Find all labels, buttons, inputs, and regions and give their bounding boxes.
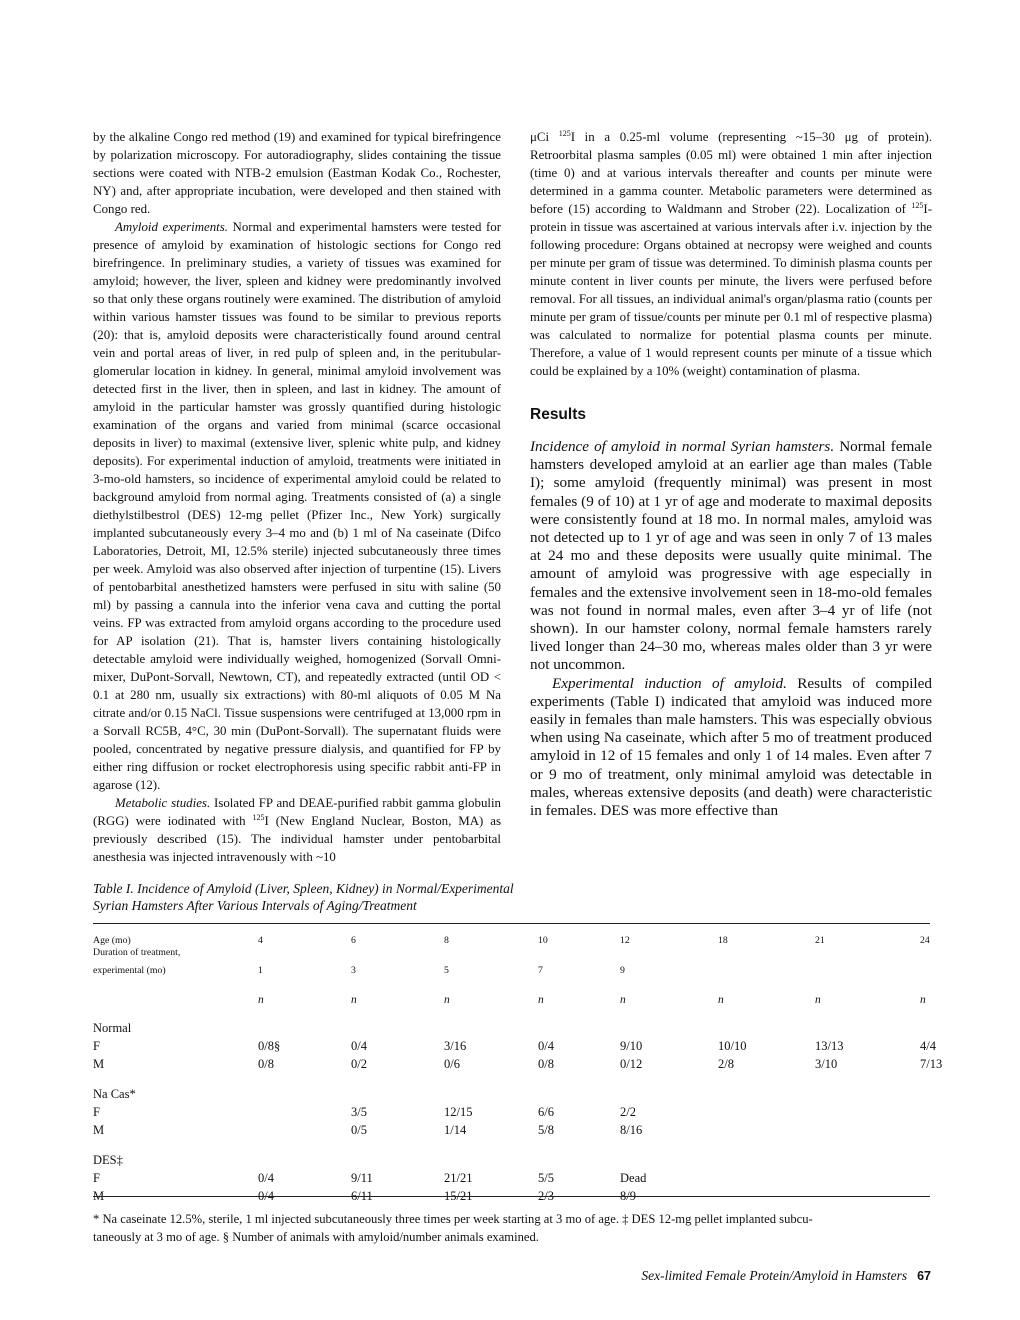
metabolic-continued-text-b: I in a 0.25-ml volume (representing ~15–30 μg of protein). Retroorbital plasma samples (0.05 ml) were obtained 1 min after injection (time 0) and at various intervals thereafter and counts per minute were determined in a gamma counter. Metabolic parameters were determined as before (15) according to Waldmann and Strober (22). Localization of <box>530 130 932 216</box>
n-row <box>93 976 930 1006</box>
age-header-cell: 21 <box>815 935 825 946</box>
table-row <box>93 1120 930 1138</box>
results-body <box>530 438 932 820</box>
table-cell: 5/5 <box>538 1171 554 1185</box>
incidence-paragraph <box>530 438 932 675</box>
metabolic-studies-heading: Metabolic studies. <box>115 796 211 810</box>
amyloid-experiments-heading: Amyloid experiments. <box>115 220 228 234</box>
table-cell <box>258 1102 351 1120</box>
table-cell: 0/4 <box>258 1171 274 1185</box>
sex-label: M <box>93 1123 105 1137</box>
n-header-cell: n <box>258 994 264 1006</box>
group-row <box>93 1006 930 1036</box>
duration-header-cell <box>718 958 815 976</box>
table-cell <box>920 1168 930 1186</box>
table-cell: 10/10 <box>718 1039 747 1053</box>
table-cell <box>718 1186 815 1204</box>
duration-header-cell <box>815 958 920 976</box>
table-cell: 0/4 <box>351 1039 367 1053</box>
table-caption-line-2: Syrian Hamsters After Various Intervals of Aging/Treatment <box>93 898 417 913</box>
n-header-cell: n <box>815 994 821 1006</box>
table-cell: 0/8§ <box>258 1039 281 1053</box>
running-title: Sex-limited Female Protein/Amyloid in Hamsters <box>641 1268 908 1283</box>
table-cell <box>258 1120 351 1138</box>
n-header-cell: n <box>444 994 450 1006</box>
group-name: Na Cas* <box>93 1087 136 1101</box>
age-header-cell: 10 <box>538 935 548 946</box>
metabolic-studies-text-a: Isolated FP and DEAE-purified rabbit gamma globulin (RGG) were iodinated with <box>93 796 502 828</box>
table-caption <box>93 880 613 914</box>
table-caption-line-1: Table I. Incidence of Amyloid (Liver, Spleen, Kidney) in Normal/Experimental <box>93 881 514 896</box>
table-cell: 3/16 <box>444 1039 467 1053</box>
results-heading: Results <box>530 406 586 423</box>
isotope-superscript: 125 <box>911 201 924 210</box>
table-footnote-line-2: taneously at 3 mo of age. § Number of animals with amyloid/number animals examined. <box>93 1230 539 1244</box>
right-column <box>530 128 932 820</box>
incidence-heading: Incidence of amyloid in normal Syrian hamsters. <box>530 438 835 455</box>
n-row-spacer <box>93 976 258 1006</box>
table-footnote <box>93 1210 933 1246</box>
age-header-cell: 4 <box>258 935 263 946</box>
table-cell: 0/12 <box>620 1057 643 1071</box>
duration-header-cell: 5 <box>444 965 449 976</box>
age-label-text: Age (mo) <box>93 935 131 946</box>
table-cell: 6/11 <box>351 1189 373 1203</box>
table-cell: 9/11 <box>351 1171 373 1185</box>
methods-paragraph-1: by the alkaline Congo red method (19) and examined for typical birefringence by polarization microscopy. For autoradiography, slides containing the tissue sections were coated with NTB-2 emulsion (Eastman Kodak Co., Rochester, NY) and, after appropriate incubation, were developed and then stained with Congo red. <box>93 130 501 216</box>
table-cell: 3/10 <box>815 1057 838 1071</box>
table-cell <box>920 1120 930 1138</box>
age-header-cell: 8 <box>444 935 449 946</box>
duration-label-line-1: Duration of treatment, <box>93 947 181 958</box>
table-cell <box>815 1186 920 1204</box>
age-header-cell: 12 <box>620 935 630 946</box>
metabolic-studies-paragraph <box>93 794 501 866</box>
table-cell: 12/15 <box>444 1105 473 1119</box>
table-cell: 9/10 <box>620 1039 643 1053</box>
experimental-heading: Experimental induction of amyloid. <box>552 674 787 692</box>
table-cell <box>920 1102 930 1120</box>
group-name: Normal <box>93 1021 132 1035</box>
n-header-cell: n <box>538 994 544 1006</box>
table-top-rule <box>93 923 930 924</box>
metabolic-continued-text-a: μCi <box>530 130 559 144</box>
table-cell: 0/8 <box>538 1057 554 1071</box>
duration-row <box>93 958 930 976</box>
n-header-cell: n <box>718 994 724 1006</box>
table-cell: 5/8 <box>538 1123 554 1137</box>
duration-header-cell: 9 <box>620 965 625 976</box>
table-cell: 6/6 <box>538 1105 554 1119</box>
n-header-cell: n <box>920 994 926 1006</box>
group-name: DES‡ <box>93 1153 123 1167</box>
table-cell <box>815 1168 920 1186</box>
duration-header-cell: 3 <box>351 965 356 976</box>
table-cell: 7/13 <box>920 1057 943 1071</box>
table-cell <box>815 1102 920 1120</box>
amyloid-experiments-paragraph <box>93 218 501 794</box>
table-cell: 0/2 <box>351 1057 367 1071</box>
table-bottom-rule <box>93 1196 930 1197</box>
table-cell: 2/3 <box>538 1189 554 1203</box>
metabolic-continued-text-c: I-protein in tissue was ascertained at various intervals after i.v. injection by the following procedure: Organs obtained at necropsy were weighed and counts per minute per gram of tissue was determined. To diminish plasma counts per minute content in liver counts per minute, the livers were perfused before removal. For all tissues, an individual animal's organ/plasma ratio (counts per minute per gram of tissue/counts per minute per 0.1 ml of respective plasma) was calculated to normalize for potential plasma counts per minute. Therefore, a value of 1 would represent counts per minute of a tissue which could be explained by a 10% (weight) contamination of plasma. <box>530 202 932 378</box>
duration-header-cell: 1 <box>258 965 263 976</box>
table-cell: 4/4 <box>920 1039 936 1053</box>
group-row <box>93 1138 930 1168</box>
isotope-superscript: 125 <box>558 129 571 138</box>
metabolic-studies-text-b: I (New England Nuclear, Boston, MA) as previously described (15). The individual hamster under pentobarbital anesthesia was injected intravenously with ~10 <box>93 814 501 864</box>
table-row <box>93 1102 930 1120</box>
table-cell: Dead <box>620 1171 647 1185</box>
table-cell: 1/14 <box>444 1123 467 1137</box>
table-cell: 0/5 <box>351 1123 367 1137</box>
table-cell <box>815 1120 920 1138</box>
sex-label: F <box>93 1171 100 1185</box>
experimental-text: Results of compiled experiments (Table I) indicated that amyloid was induced more easily in females than male hamsters. This was especially obvious when using Na caseinate, which after 5 mo of treatment produced amyloid in 12 of 15 females and only 1 of 14 males. Even after 7 or 9 mo of treatment, only minimal amyloid was detectable in males, whereas extensive deposits (and death) were characteristic in females. DES was more effective than <box>530 674 932 820</box>
left-column <box>93 128 501 866</box>
age-header-cell: 24 <box>920 935 930 946</box>
table-row <box>93 1186 930 1204</box>
page-number: 67 <box>917 1269 931 1283</box>
table-cell: 13/13 <box>815 1039 844 1053</box>
amyloid-experiments-text: Normal and experimental hamsters were tested for presence of amyloid by examination of histologic sections for Congo red birefringence. In preliminary studies, a variety of tissues was examined for amyloid; however, the liver, spleen and kidney were predominantly involved so that only these organs routinely were examined. The distribution of amyloid within various hamster tissues was found to be similar to previous reports (20): that is, amyloid deposits were characteristically found around central vein and portal areas of liver, in red pulp of spleen and, in the peritubular-glomerular location in kidney. In general, minimal amyloid involvement was detected first in the liver, then in spleen, and last in kidney. The amount of amyloid in the particular hamster was grossly quantified during histologic examination of the organs and varied from minimal (scarce occasional deposits in liver) to maximal (extensive liver, splenic white pulp, and kidney deposits). For experimental induction of amyloid, treatments were initiated in 3-mo-old hamsters, so incidence of experimental amyloid could be related to background amyloid from normal aging. Treatments consisted of (a) a single diethylstilbestrol (DES) 12-mg pellet (Pfizer Inc., New York) surgically implanted subcutaneously every 3–4 mo and (b) 1 ml of Na caseinate (Difco Laboratories, Detroit, MI, 12.5% sterile) injected subcutaneously three times per week. Amyloid was also observed after injection of turpentine (15). Livers of pentobarbital anesthetized hamsters were perfused in situ with saline (50 ml) by passing a cannula into the inferior vena cava and cutting the portal veins. FP was extracted from amyloid organs according to the procedure used for AP isolation (21). That is, hamster livers containing histologically detectable amyloid were individually weighed, homogenized (Sorvall Omni-mixer, DuPont-Sorvall, Newtown, CT), and repeatedly extracted (until OD < 0.1 at 280 nm, usually six extractions) with 80-ml aliquots of 0.05 M Na citrate and/or 0.15 NaCl. Tissue suspensions were centrifuged at 13,000 rpm in a Sorvall RC5B, 4°C, 30 min (DuPont-Sorvall). The supernatant fluids were pooled, concentrated by negative pressure dialysis, and quantified for FP by either ring diffusion or rocket electrophoresis using specific rabbit anti-FP in agarose (12). <box>93 220 501 792</box>
sex-label: F <box>93 1039 100 1053</box>
table-footnote-line-1: * Na caseinate 12.5%, sterile, 1 ml injected subcutaneously three times per week starting at 3 mo of age. ‡ DES 12-mg pellet implanted subcu- <box>93 1212 813 1226</box>
table-cell <box>920 1186 930 1204</box>
isotope-superscript: 125 <box>252 813 265 822</box>
duration-header-cell: 7 <box>538 965 543 976</box>
table-cell: 21/21 <box>444 1171 473 1185</box>
table-cell: 2/2 <box>620 1105 636 1119</box>
experimental-paragraph <box>530 675 932 821</box>
sex-label: M <box>93 1057 105 1071</box>
running-footer <box>595 1268 931 1284</box>
sex-label: M <box>93 1189 105 1203</box>
table-cell: 0/8 <box>258 1057 274 1071</box>
table-row <box>93 1036 930 1054</box>
table-cell <box>718 1120 815 1138</box>
table-cell <box>718 1102 815 1120</box>
duration-label-line-2: experimental (mo) <box>93 965 166 976</box>
age-row <box>93 928 930 946</box>
group-row <box>93 1072 930 1102</box>
incidence-text: Normal female hamsters developed amyloid at an earlier age than males (Table I); some amyloid (frequently minimal) was present in most females (9 of 10) at 1 yr of age and moderate to maximal deposits were consistently found at 18 mo. In normal males, amyloid was not detected up to 1 yr of age and was seen in only 7 of 13 males at 24 mo and these deposits were usually quite minimal. The amount of amyloid was progressive with age especially in females and the extensive involvement seen in 18-mo-old females was not found in normal males, even after 3–4 yr of life (not shown). In our hamster colony, normal female hamsters rarely lived longer than 24–30 mo, whereas males older than 3 yr were not uncommon. <box>530 438 932 674</box>
table-cell: 0/4 <box>538 1039 554 1053</box>
age-label <box>93 928 258 946</box>
duration-header-cell <box>920 958 930 976</box>
table-row <box>93 1168 930 1186</box>
duration-row-label <box>93 946 930 958</box>
n-header-cell: n <box>351 994 357 1006</box>
table-cell: 2/8 <box>718 1057 734 1071</box>
age-header-cell: 18 <box>718 935 728 946</box>
age-header-cell: 6 <box>351 935 356 946</box>
n-header-cell: n <box>620 994 626 1006</box>
table-cell: 0/6 <box>444 1057 460 1071</box>
table-row <box>93 1054 930 1072</box>
table-cell: 0/4 <box>258 1189 274 1203</box>
table-cell: 8/16 <box>620 1123 643 1137</box>
table-cell: 3/5 <box>351 1105 367 1119</box>
table-cell: 15/21 <box>444 1189 473 1203</box>
amyloid-incidence-table <box>93 928 943 1204</box>
table-cell <box>718 1168 815 1186</box>
table-cell: 8/9 <box>620 1189 636 1203</box>
metabolic-continued-paragraph <box>530 128 932 380</box>
sex-label: F <box>93 1105 100 1119</box>
